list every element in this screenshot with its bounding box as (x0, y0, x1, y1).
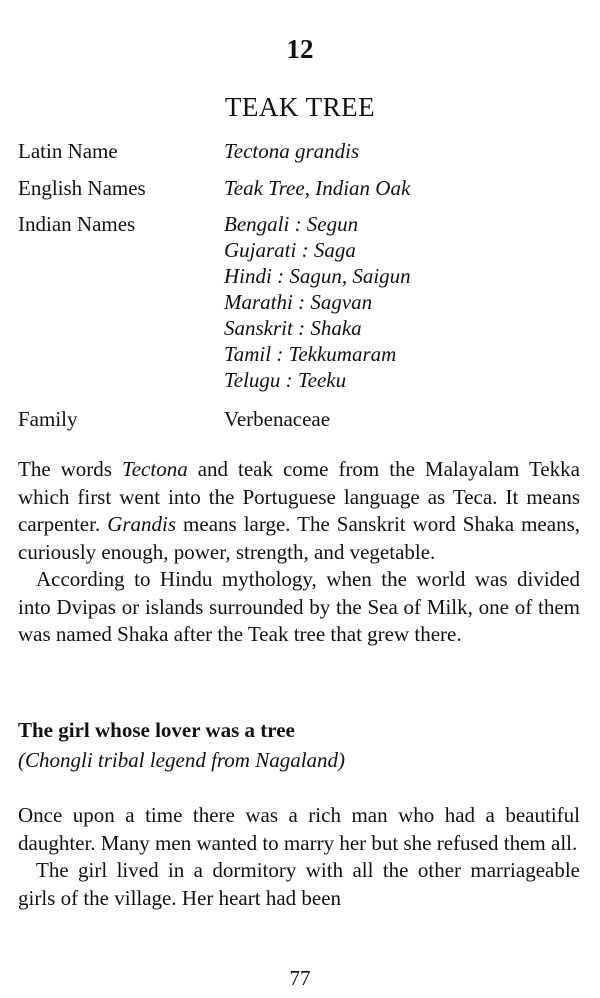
indian-name-hindi: Hindi : Sagun, Saigun (224, 264, 411, 288)
intro-text (18, 456, 580, 649)
page-number: 77 (289, 966, 311, 990)
indian-name-sanskrit: Sanskrit : Shaka (224, 316, 362, 340)
indian-name-telugu: Telugu : Teeku (224, 368, 347, 392)
intro-paragraph-2: According to Hindu mythology, when the world was divided into Dvipas or islands surrounded by the Sea of Milk, one of them was named Shaka after the Teak tree that grew there. (18, 567, 580, 646)
english-names-value: Teak Tree, Indian Oak (224, 176, 411, 200)
english-names-label: English Names (18, 176, 146, 200)
indian-names-label: Indian Names (18, 212, 136, 236)
indian-name-marathi: Marathi : Sagvan (224, 290, 373, 314)
story-paragraph-2: The girl lived in a dormitory with all the other marriageable girls of the village. Her heart had been (18, 858, 580, 910)
family-value: Verbenaceae (224, 407, 331, 431)
family-label: Family (18, 407, 78, 431)
intro-p1-c: and teak come from the Malayalam Tekka which first went into the Portuguese language as Teca. It means carpenter. (18, 457, 580, 536)
chapter-number: 12 (286, 34, 314, 64)
indian-name-gujarati: Gujarati : Saga (224, 238, 356, 262)
story-paragraph-1: Once upon a time there was a rich man who had a beautiful daughter. Many men wanted to marry her but she refused them all. (18, 803, 580, 855)
indian-names-list (224, 211, 411, 393)
intro-p1-e: means large. The Sanskrit word Shaka means, curiously enough, power, strength, and vegetable. (18, 512, 580, 564)
intro-p1-tectona: Tectona (121, 457, 188, 481)
latin-name-label: Latin Name (18, 139, 118, 163)
indian-name-tamil: Tamil : Tekkumaram (224, 342, 397, 366)
story-text (18, 802, 580, 912)
indian-name-bengali: Bengali : Segun (224, 212, 359, 236)
story-heading: The girl whose lover was a tree (18, 718, 295, 742)
intro-paragraph-1 (18, 456, 580, 566)
intro-p1-grandis: Grandis (107, 512, 177, 536)
story-subheading: (Chongli tribal legend from Nagaland) (18, 748, 346, 772)
intro-p1-a: The words (18, 457, 122, 481)
chapter-title: TEAK TREE (224, 92, 376, 122)
latin-name-value: Tectona grandis (224, 139, 360, 163)
